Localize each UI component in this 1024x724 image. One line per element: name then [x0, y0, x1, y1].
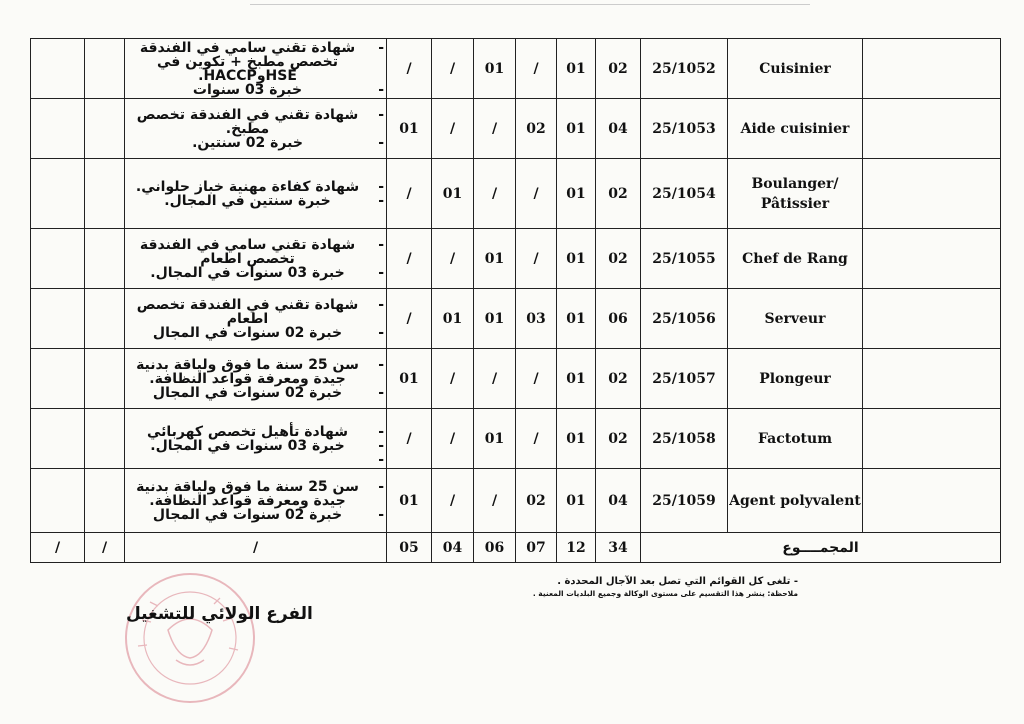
count-cell-c6: /	[387, 159, 432, 229]
requirements-list	[125, 425, 386, 453]
job-offers-table	[30, 38, 1001, 563]
requirement-item: - خبرة 02 سنوات في المجال	[125, 326, 370, 340]
requirement-item: - خبرة 02 سنوات في المجال	[125, 508, 370, 522]
count-cell-c1: 04	[596, 99, 641, 159]
count-cell-c3: /	[516, 349, 557, 409]
requirements-cell	[125, 229, 387, 289]
requirement-item: - خبرة سنتين في المجال.	[125, 194, 370, 208]
offer-code: 25/1055	[641, 229, 728, 289]
requirement-item: - شهادة تأهيل تخصص كهربائي	[125, 425, 370, 439]
requirement-item: - شهادة تقني في الفندقة تخصص مطبخ.	[125, 108, 370, 136]
requirements-list	[125, 238, 386, 280]
blank-cell	[31, 469, 85, 533]
count-cell-c4: /	[474, 349, 516, 409]
total-c4: 06	[474, 533, 516, 563]
offer-code: 25/1053	[641, 99, 728, 159]
blank-cell	[863, 349, 1001, 409]
official-stamp-seal	[120, 568, 260, 708]
table-row	[31, 349, 1001, 409]
count-cell-c5: 01	[432, 289, 474, 349]
blank-cell	[85, 349, 125, 409]
requirement-item: - خبرة 02 سنتين.	[125, 136, 370, 150]
requirement-item: - شهادة تقني في الفندقة تخصص اطعام	[125, 298, 370, 326]
blank-cell	[863, 229, 1001, 289]
count-cell-c6: /	[387, 289, 432, 349]
blank-cell	[85, 99, 125, 159]
count-cell-c2: 01	[557, 469, 596, 533]
requirements-cell	[125, 469, 387, 533]
total-c1: 34	[596, 533, 641, 563]
total-c2: 12	[557, 533, 596, 563]
count-cell-c6: 01	[387, 469, 432, 533]
blank-cell	[31, 409, 85, 469]
blank-cell	[863, 409, 1001, 469]
requirement-item: - شهادة تقني سامي في الفندقة تخصص اطعام	[125, 238, 370, 266]
job-title: Agent polyvalent	[728, 469, 863, 533]
count-cell-c2: 01	[557, 229, 596, 289]
table-row	[31, 39, 1001, 99]
offer-code: 25/1054	[641, 159, 728, 229]
blank-cell	[863, 469, 1001, 533]
count-cell-c3: 02	[516, 99, 557, 159]
count-cell-c3: 03	[516, 289, 557, 349]
requirement-item: - خبرة 02 سنوات في المجال	[125, 386, 370, 400]
count-cell-c2: 01	[557, 159, 596, 229]
requirement-item: - شهادة تقني سامي في الفندقة تخصص مطبخ + تكوين في HSEوHACCP.	[125, 41, 370, 83]
job-title: Boulanger/ Pâtissier	[728, 159, 863, 229]
blank-cell	[31, 39, 85, 99]
total-requirements: /	[125, 533, 387, 563]
requirement-item: - خبرة 03 سنوات	[125, 83, 370, 97]
note-deadline: - تلغى كل القوائم التي تصل بعد الآجال المحددة .	[557, 576, 798, 587]
table-row	[31, 159, 1001, 229]
table-row	[31, 409, 1001, 469]
count-cell-c4: 01	[474, 409, 516, 469]
blank-cell	[31, 99, 85, 159]
total-c6: 05	[387, 533, 432, 563]
total-label: المجمــــوع	[641, 533, 1001, 563]
count-cell-c4: 01	[474, 229, 516, 289]
blank-cell	[863, 159, 1001, 229]
count-cell-c1: 02	[596, 409, 641, 469]
count-cell-c2: 01	[557, 99, 596, 159]
blank-cell	[85, 289, 125, 349]
total-row	[31, 533, 1001, 563]
blank-cell	[863, 99, 1001, 159]
count-cell-c2: 01	[557, 349, 596, 409]
count-cell-c5: /	[432, 469, 474, 533]
count-cell-c3: /	[516, 229, 557, 289]
count-cell-c4: /	[474, 469, 516, 533]
count-cell-c1: 02	[596, 349, 641, 409]
total-slash-1: /	[31, 533, 85, 563]
blank-cell	[85, 409, 125, 469]
total-c5: 04	[432, 533, 474, 563]
count-cell-c2: 01	[557, 39, 596, 99]
requirements-cell	[125, 349, 387, 409]
requirements-list	[125, 41, 386, 97]
table-row	[31, 229, 1001, 289]
job-title: Plongeur	[728, 349, 863, 409]
blank-cell	[85, 39, 125, 99]
offer-code: 25/1052	[641, 39, 728, 99]
count-cell-c4: 01	[474, 289, 516, 349]
count-cell-c2: 01	[557, 289, 596, 349]
count-cell-c4: /	[474, 99, 516, 159]
count-cell-c1: 06	[596, 289, 641, 349]
requirements-list	[125, 358, 386, 400]
blank-cell	[31, 159, 85, 229]
count-cell-c5: 01	[432, 159, 474, 229]
job-title: Factotum	[728, 409, 863, 469]
offer-code: 25/1058	[641, 409, 728, 469]
count-cell-c5: /	[432, 349, 474, 409]
count-cell-c3: /	[516, 159, 557, 229]
count-cell-c3: 02	[516, 469, 557, 533]
job-title: Serveur	[728, 289, 863, 349]
count-cell-c5: /	[432, 99, 474, 159]
requirements-list	[125, 480, 386, 522]
table-row	[31, 469, 1001, 533]
scan-edge-line	[250, 4, 810, 6]
blank-cell	[85, 229, 125, 289]
requirements-list	[125, 108, 386, 150]
total-c3: 07	[516, 533, 557, 563]
job-title: Aide cuisinier	[728, 99, 863, 159]
offer-code: 25/1056	[641, 289, 728, 349]
count-cell-c3: /	[516, 39, 557, 99]
blank-cell	[85, 469, 125, 533]
table-body	[31, 39, 1001, 563]
table-row	[31, 289, 1001, 349]
count-cell-c4: 01	[474, 39, 516, 99]
requirements-cell	[125, 99, 387, 159]
requirements-cell	[125, 39, 387, 99]
blank-cell	[85, 159, 125, 229]
count-cell-c1: 04	[596, 469, 641, 533]
count-cell-c4: /	[474, 159, 516, 229]
signature-office-label: الفرع الولائي للتشغيل	[126, 604, 313, 624]
count-cell-c6: 01	[387, 99, 432, 159]
table-row	[31, 99, 1001, 159]
count-cell-c6: /	[387, 229, 432, 289]
requirement-item: - سن 25 سنة ما فوق ولياقة بدنية جيدة ومعرفة قواعد النظافة.	[125, 358, 370, 386]
count-cell-c6: /	[387, 409, 432, 469]
requirement-item: - خبرة 03 سنوات في المجال.	[125, 439, 370, 453]
count-cell-c5: /	[432, 409, 474, 469]
count-cell-c1: 02	[596, 39, 641, 99]
count-cell-c5: /	[432, 229, 474, 289]
blank-cell	[863, 289, 1001, 349]
count-cell-c6: /	[387, 39, 432, 99]
requirement-item: - خبرة 03 سنوات في المجال.	[125, 266, 370, 280]
count-cell-c1: 02	[596, 229, 641, 289]
job-title: Cuisinier	[728, 39, 863, 99]
requirement-item: - سن 25 سنة ما فوق ولياقة بدنية جيدة ومعرفة قواعد النظافة.	[125, 480, 370, 508]
count-cell-c6: 01	[387, 349, 432, 409]
job-title: Chef de Rang	[728, 229, 863, 289]
offer-code: 25/1057	[641, 349, 728, 409]
offer-code: 25/1059	[641, 469, 728, 533]
blank-cell	[31, 349, 85, 409]
count-cell-c2: 01	[557, 409, 596, 469]
requirements-cell	[125, 289, 387, 349]
blank-cell	[863, 39, 1001, 99]
requirements-cell	[125, 409, 387, 469]
count-cell-c1: 02	[596, 159, 641, 229]
count-cell-c5: /	[432, 39, 474, 99]
footnotes	[533, 576, 798, 598]
requirement-item: - شهادة كفاءة مهنية خباز حلواني.	[125, 180, 370, 194]
blank-cell	[31, 229, 85, 289]
blank-cell	[31, 289, 85, 349]
total-slash-2: /	[85, 533, 125, 563]
requirements-list	[125, 298, 386, 340]
note-publication: ملاحظة: ينشر هذا التقسيم على مستوى الوكالة وجميع البلديات المعنية .	[532, 589, 798, 598]
requirements-cell	[125, 159, 387, 229]
count-cell-c3: /	[516, 409, 557, 469]
requirements-list	[125, 180, 386, 208]
